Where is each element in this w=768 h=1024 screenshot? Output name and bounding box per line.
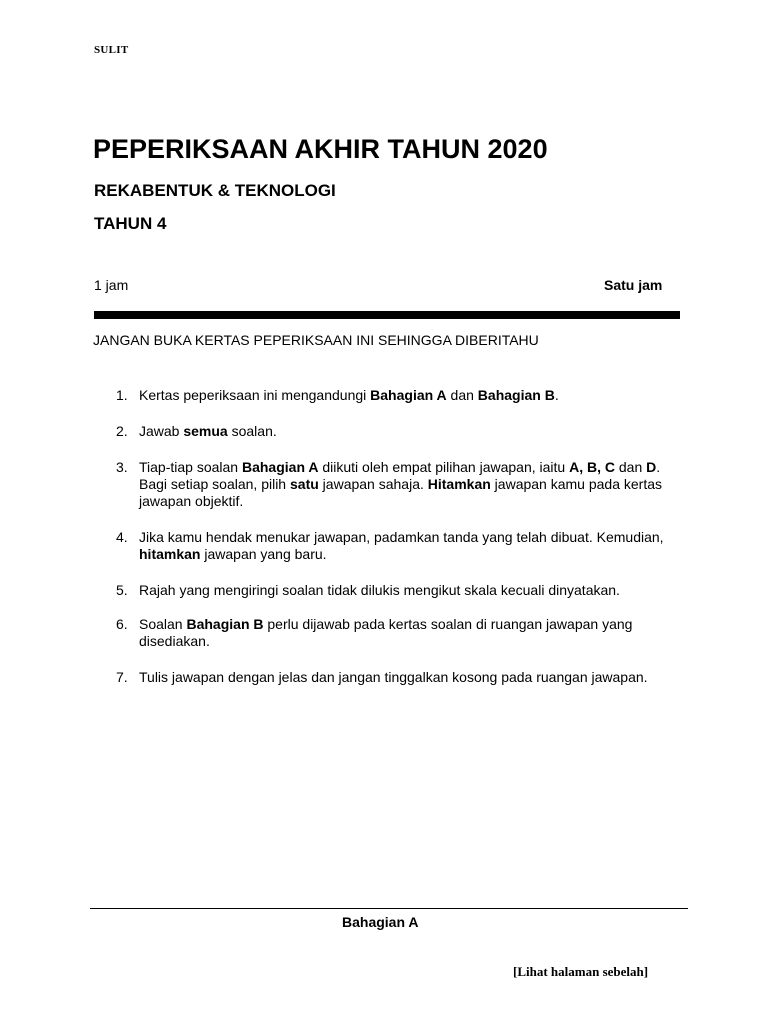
next-page-note: [Lihat halaman sebelah]: [513, 964, 649, 979]
instruction-segment: jawapan kamu pada kertas jawapan objektif.: [139, 476, 663, 509]
instruction-item: [116, 582, 686, 599]
instruction-item: [116, 669, 686, 686]
footer-divider: [90, 908, 688, 909]
instruction-text: [139, 669, 686, 686]
instruction-text: [139, 387, 686, 404]
instruction-number: 2.: [116, 423, 128, 439]
year-level: TAHUN 4: [94, 214, 167, 233]
instruction-segment: .: [554, 387, 559, 403]
instruction-number: 1.: [116, 387, 128, 403]
instruction-segment: dan: [614, 459, 647, 475]
instruction-text: [139, 459, 686, 510]
instruction-segment: soalan.: [227, 423, 277, 439]
instruction-item: [116, 616, 686, 650]
instruction-emphasis: Bahagian A: [370, 387, 447, 403]
duration-numeric: 1 jam: [94, 277, 129, 293]
instruction-text: [139, 582, 686, 599]
instruction-list: [116, 387, 686, 705]
instruction-text: [139, 423, 686, 440]
instruction-segment: Tiap-tiap soalan: [139, 459, 242, 475]
instruction-number: 7.: [116, 669, 128, 685]
instruction-text: [139, 529, 686, 563]
instruction-segment: Jawab: [139, 423, 184, 439]
instruction-segment: Tulis jawapan dengan jelas dan jangan tinggalkan kosong pada ruangan jawapan.: [139, 669, 648, 685]
classification-label: SULIT: [94, 44, 129, 56]
instruction-item: [116, 387, 686, 404]
instruction-segment: Kertas peperiksaan ini mengandungi: [139, 387, 371, 403]
instruction-number: 5.: [116, 582, 128, 598]
instruction-number: 6.: [116, 616, 128, 632]
instruction-emphasis: D: [646, 459, 657, 475]
instruction-emphasis: A, B, C: [569, 459, 615, 475]
instruction-item: [116, 459, 686, 510]
instruction-text: [139, 616, 686, 650]
instruction-item: [116, 423, 686, 440]
instruction-segment: jawapan sahaja.: [318, 476, 428, 492]
instruction-emphasis: hitamkan: [139, 546, 201, 562]
instruction-segment: Jika kamu hendak menukar jawapan, padamkan tanda yang telah dibuat. Kemudian,: [139, 529, 664, 545]
warning-notice: JANGAN BUKA KERTAS PEPERIKSAAN INI SEHINGGA DIBERITAHU: [93, 332, 539, 348]
instruction-segment: Rajah yang mengiringi soalan tidak dilukis mengikut skala kecuali dinyatakan.: [139, 582, 620, 598]
header-divider: [94, 311, 680, 319]
instruction-emphasis: satu: [290, 476, 319, 492]
instruction-segment: diikuti oleh empat pilihan jawapan, iaitu: [318, 459, 570, 475]
instruction-segment: jawapan yang baru.: [200, 546, 327, 562]
section-label: Bahagian A: [342, 914, 419, 930]
instruction-segment: Soalan: [139, 616, 187, 632]
exam-title: PEPERIKSAAN AKHIR TAHUN 2020: [93, 134, 548, 164]
instruction-number: 4.: [116, 529, 128, 545]
duration-words: Satu jam: [604, 277, 663, 293]
instruction-segment: perlu dijawab pada kertas soalan di ruangan jawapan yang disediakan.: [139, 616, 633, 649]
instruction-segment: . Bagi setiap soalan, pilih: [139, 459, 661, 492]
instruction-emphasis: Bahagian B: [186, 616, 264, 632]
instruction-emphasis: semua: [183, 423, 228, 439]
instruction-segment: dan: [446, 387, 478, 403]
instruction-item: [116, 529, 686, 563]
instruction-emphasis: Bahagian A: [241, 459, 319, 475]
subject-title: REKABENTUK & TEKNOLOGI: [94, 181, 336, 200]
instruction-emphasis: Bahagian B: [477, 387, 555, 403]
instruction-number: 3.: [116, 459, 128, 475]
instruction-emphasis: Hitamkan: [427, 476, 491, 492]
